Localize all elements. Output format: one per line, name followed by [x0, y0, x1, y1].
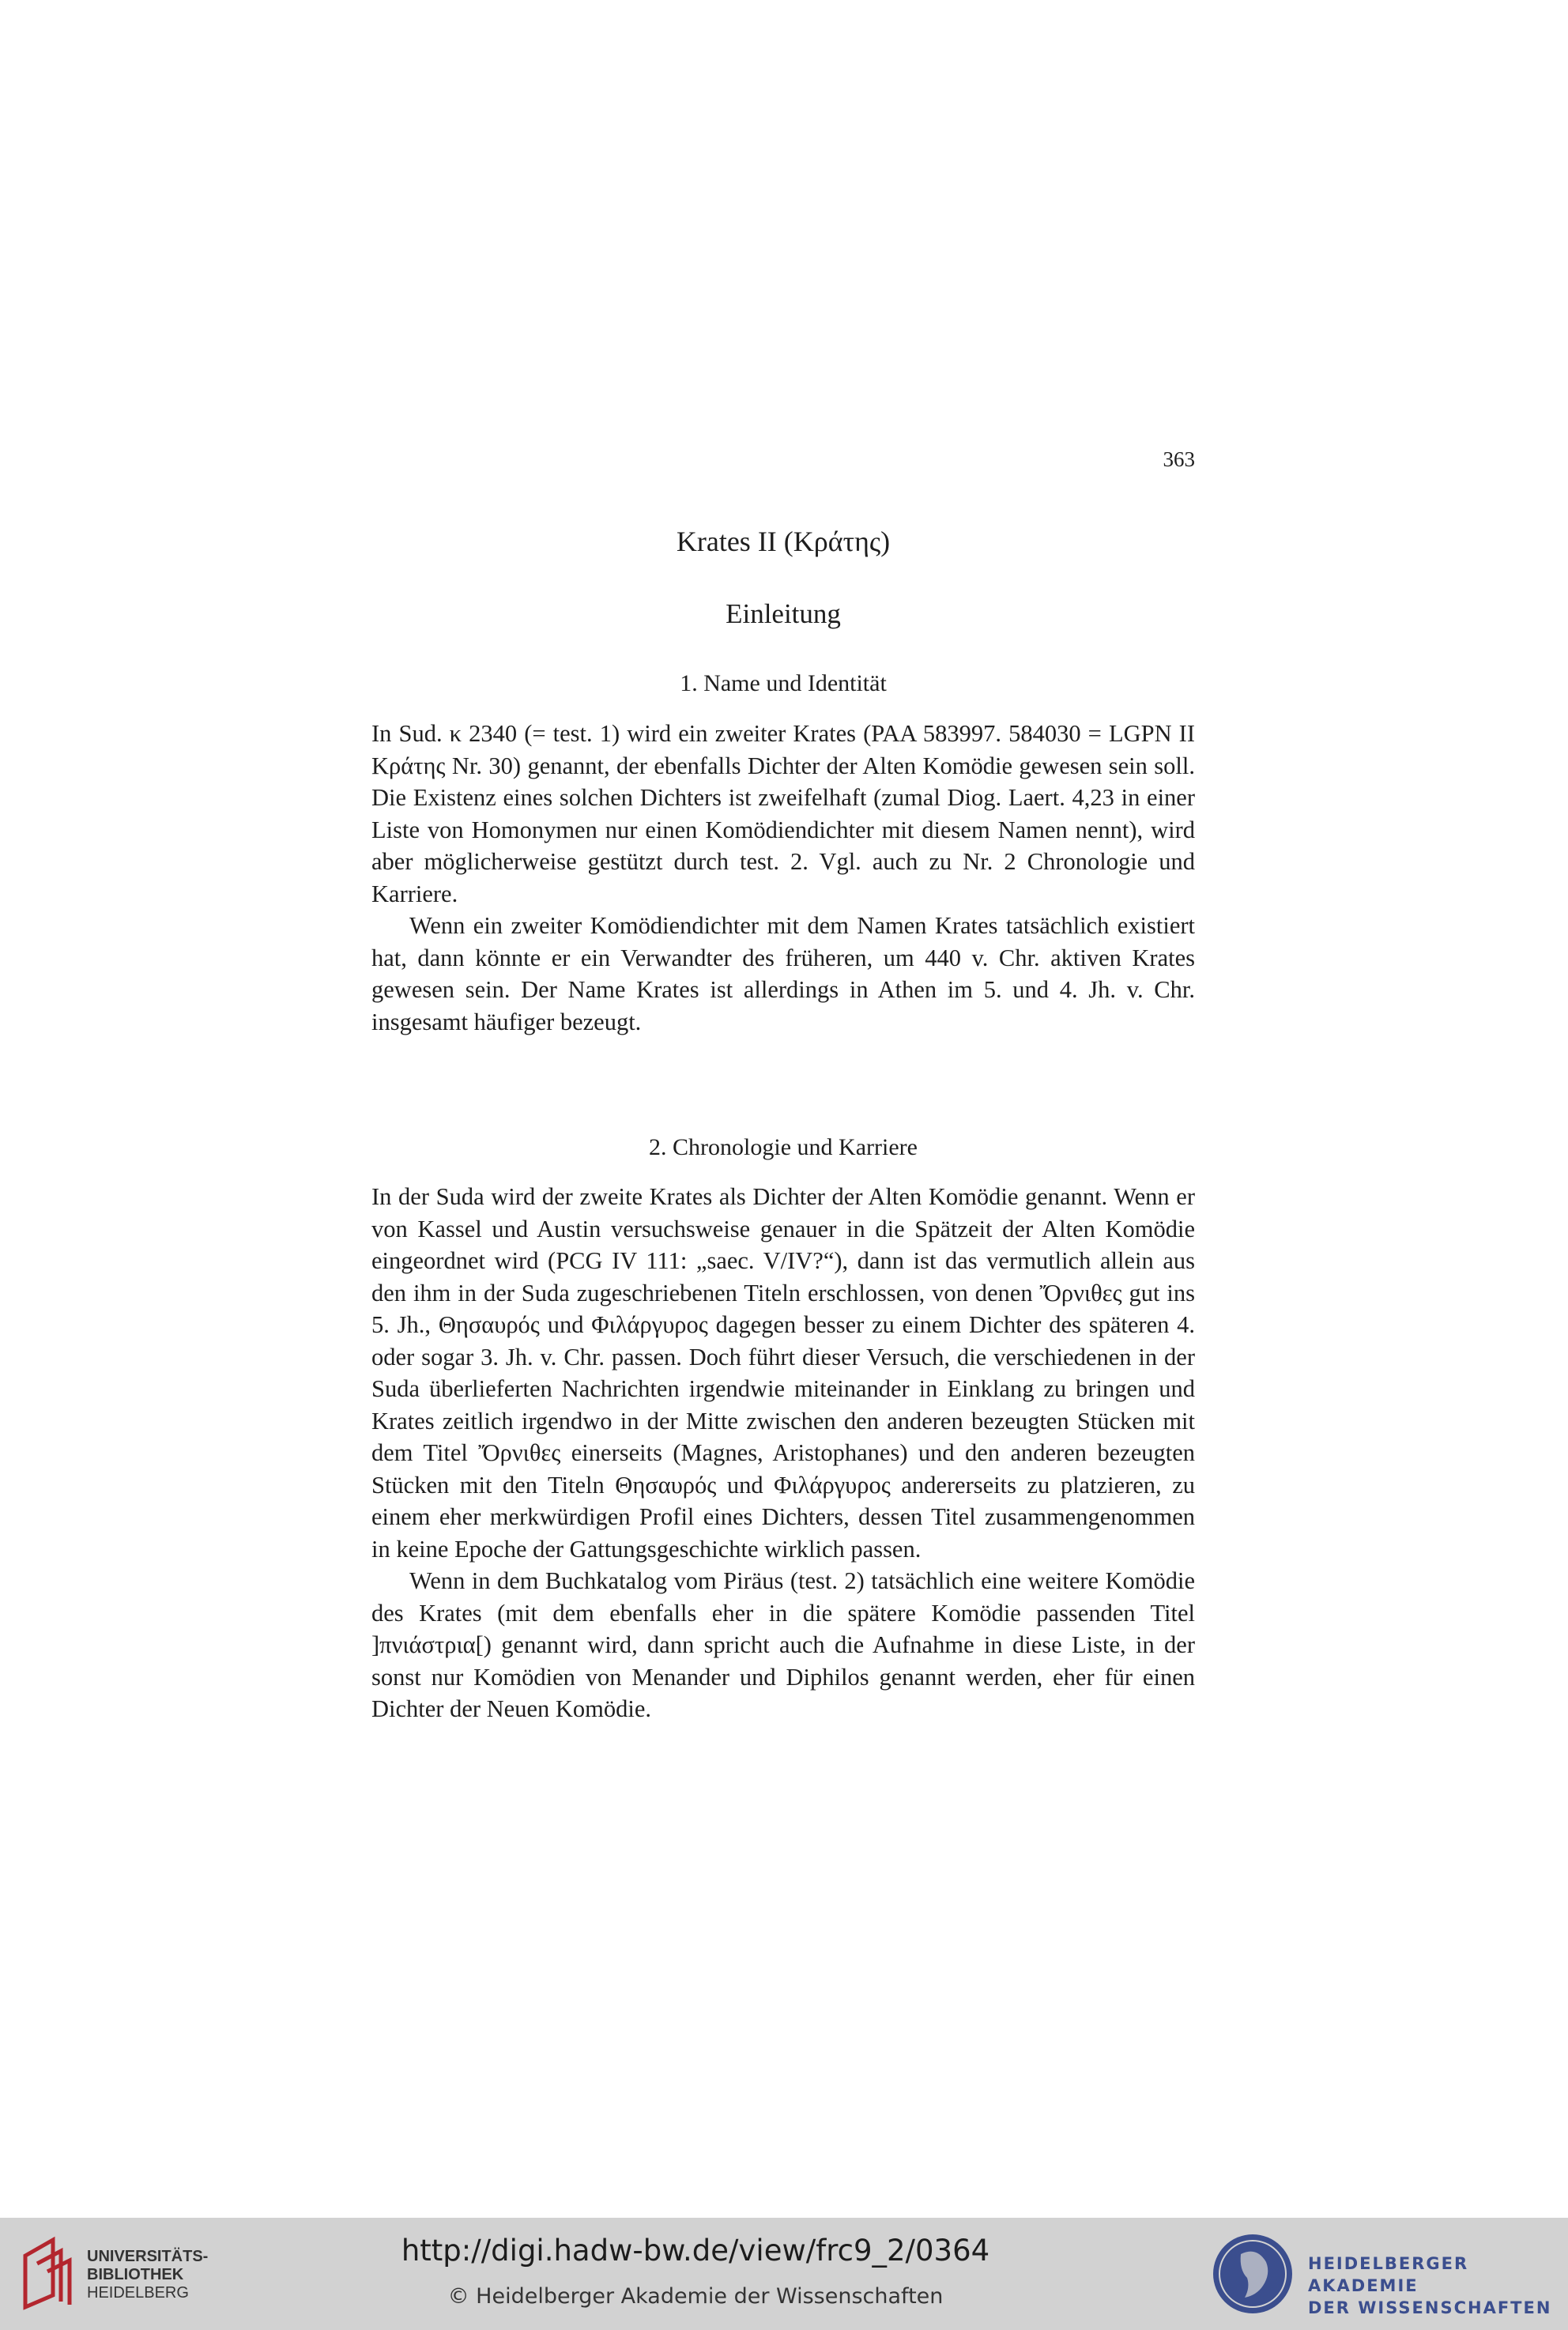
paragraph: In der Suda wird der zweite Krates als Dichter der Alten Komödie genannt. Wenn er von Kassel und Austin versuchsweise genauer in die Spätzeit der Alten Komödie eingeordnet wird (PCG IV 111: „saec. V/IV?“), dann ist das vermutlich allein aus den ihm in der Suda zugeschriebenen Titeln erschlossen, von denen Ὄρνιθες gut ins 5. Jh., Θησαυρός und Φιλάργυρος dagegen besser zu einem Dichter des späteren 4. oder sogar 3. Jh. v. Chr. passen. Doch führt dieser Versuch, die verschiedenen in der Suda überlieferten Nachrichten irgendwie miteinander in Einklang zu bringen und Krates zeitlich irgendwo in der Mitte zwischen den anderen bezeugten Stücken mit dem Titel Ὄρνιθες einerseits (Magnes, Aristophanes) und den anderen bezeugten Stücken mit den Titeln Θησαυρός und Φιλάργυρος andererseits zu platzieren, zu einem eher merkwürdigen Profil eines Dichters, dessen Titel zusammengenommen in keine Epoche der Gattungsgeschichte wirklich passen. [371, 1183, 1195, 1563]
library-name-line: UNIVERSITÄTS- [87, 2248, 209, 2265]
library-name [87, 2248, 208, 2302]
paragraph: Wenn in dem Buchkatalog vom Piräus (test. 2) tatsächlich eine weitere Komödie des Krates (mit dem ebenfalls eher in die spätere Komödie passenden Titel ]πνιάστρια[) genannt wird, dann spricht auch die Aufnahme in diese Liste, in der sonst nur Komödien von Menander und Diphilos genannt werden, eher für einen Dichter der Neuen Komödie. [371, 1567, 1195, 1722]
academy-seal-icon [1209, 2230, 1296, 2317]
library-logo-icon [17, 2232, 81, 2311]
copyright-notice: © Heidelberger Akademie der Wissenschaften [447, 2284, 944, 2309]
page-title: Krates II (Κράτης) [676, 526, 891, 558]
paragraph: Wenn ein zweiter Komödiendichter mit dem Namen Krates tatsächlich existiert hat, dann könnte er ein Verwandter des früheren, um 440 v. Chr. aktiven Krates gewesen sein. Der Name Krates ist allerdings in Athen im 5. und 4. Jh. v. Chr. insgesamt häufiger bezeugt. [371, 912, 1195, 1035]
source-url-link[interactable]: http://digi.hadw-bw.de/view/frc9_2/0364 [401, 2234, 990, 2268]
paragraph: In Sud. κ 2340 (= test. 1) wird ein zweiter Krates (PAA 583997. 584030 = LGPN II Κράτης Nr. 30) genannt, der ebenfalls Dichter der Alten Komödie gewesen sein soll. Die Existenz eines solchen Dichters ist zweifelhaft (zumal Diog. Laert. 4,23 in einer Liste von Homonymen nur einen Komödiendichter mit diesem Namen nennt), wird aber möglicherweise gestützt durch test. 2. Vgl. auch zu Nr. 2 Chronologie und Karriere. [371, 720, 1195, 907]
library-name-line: HEIDELBERG [87, 2284, 189, 2302]
section-heading-chronology: 2. Chronologie und Karriere [649, 1134, 918, 1160]
intro-heading: Einleitung [726, 598, 841, 630]
page-number: 363 [1163, 447, 1195, 471]
library-name-line: BIBLIOTHEK [87, 2266, 184, 2283]
footer-bar [0, 2218, 1568, 2330]
section-body-chronology [371, 1181, 1195, 1725]
section-heading-name-identity: 1. Name und Identität [680, 670, 887, 696]
section-body-name-identity [371, 718, 1195, 1038]
academy-name [1308, 2253, 1568, 2319]
academy-name-line: DER WISSENSCHAFTEN [1308, 2298, 1552, 2317]
academy-name-line: HEIDELBERGER AKADEMIE [1308, 2254, 1469, 2295]
